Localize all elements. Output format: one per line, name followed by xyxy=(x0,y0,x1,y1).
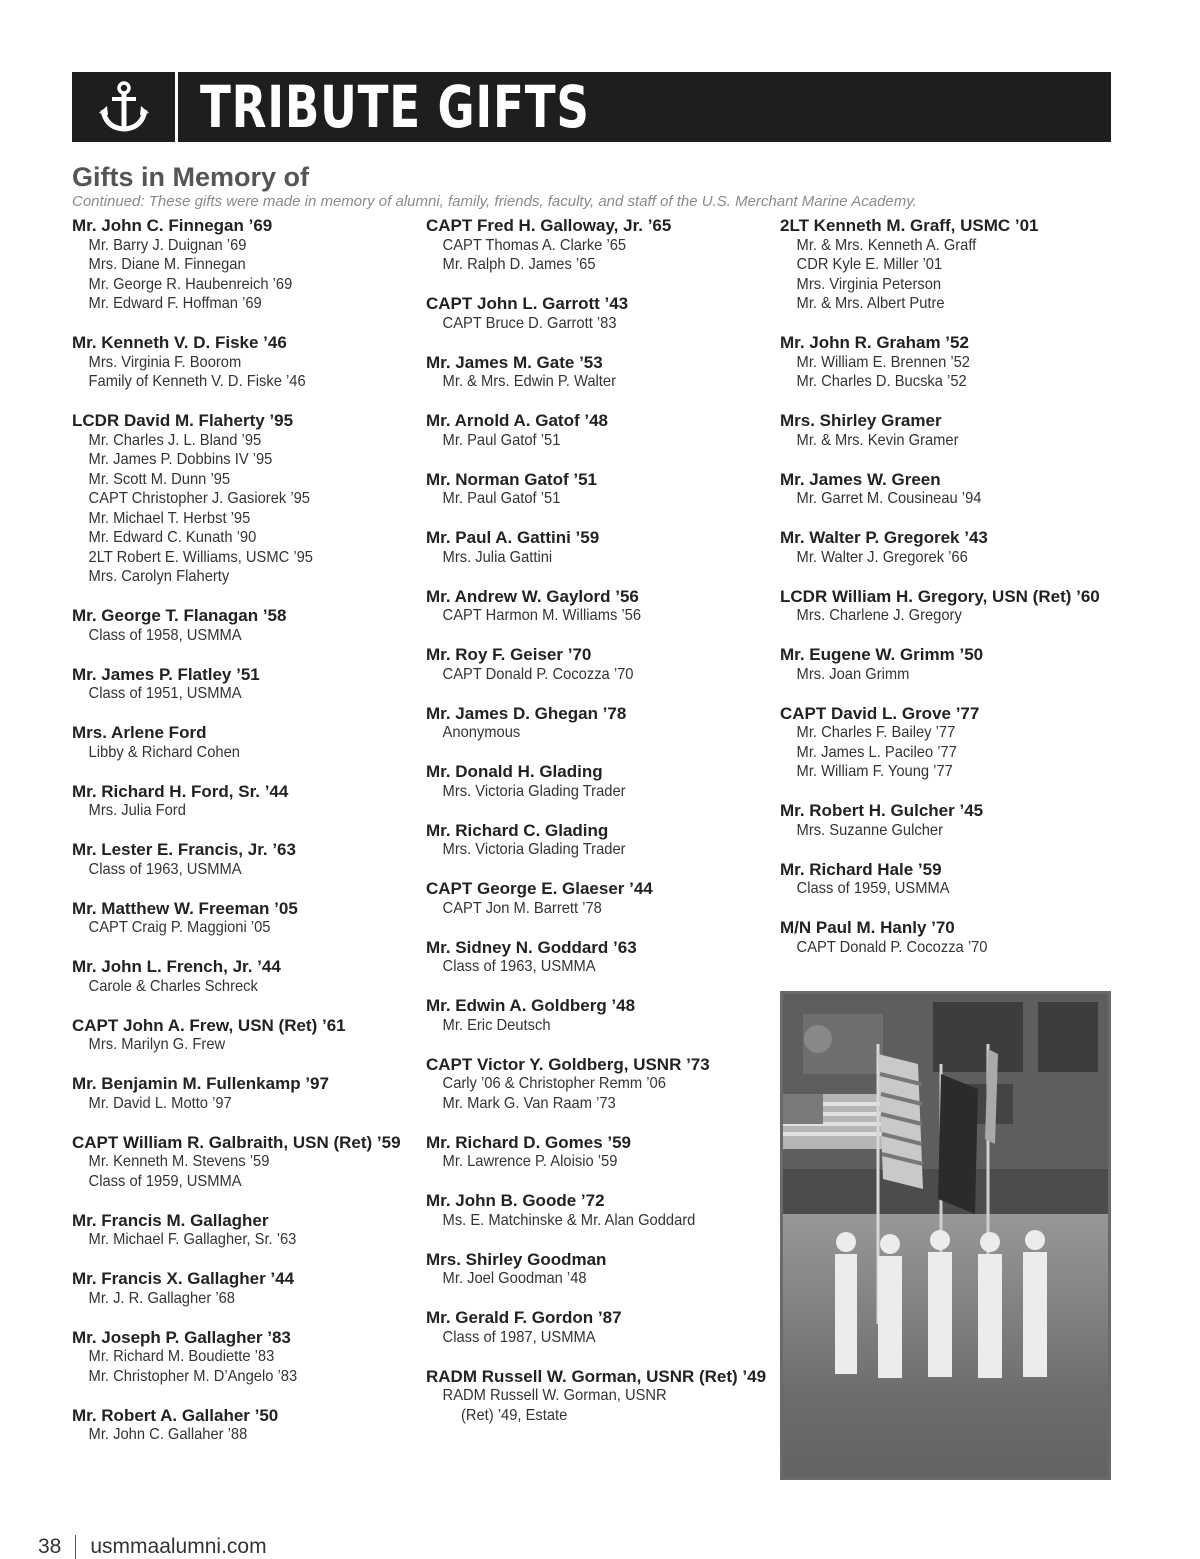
tribute-entry xyxy=(780,801,1130,840)
tribute-entry xyxy=(72,782,422,821)
tribute-entry xyxy=(72,1328,422,1387)
honoree-name: Mr. Donald H. Glading xyxy=(426,762,603,781)
donor-name: Libby & Richard Cohen xyxy=(88,743,240,761)
donor-name: Class of 1958, USMMA xyxy=(88,626,242,644)
honoree-name: Mr. John C. Finnegan ’69 xyxy=(72,216,273,235)
tribute-entry xyxy=(426,1367,776,1426)
honoree-name: Mr. John B. Goode ’72 xyxy=(426,1191,605,1210)
donor-name: CAPT Jon M. Barrett ’78 xyxy=(442,899,602,917)
donor-name: Mr. Paul Gatof ’51 xyxy=(442,490,561,507)
tribute-entry xyxy=(780,411,1130,450)
honoree-name: CAPT John A. Frew, USN (Ret) ’61 xyxy=(72,1015,346,1035)
donor-name: Mr. David L. Motto ’97 xyxy=(88,1094,232,1112)
tribute-entry xyxy=(780,918,1130,957)
donor-name: Mr. Garret M. Cousineau ’94 xyxy=(796,490,982,507)
anchor-icon xyxy=(97,80,151,134)
color-guard-photo-illustration xyxy=(783,994,1108,1477)
donor-name: CAPT Donald P. Cocozza ’70 xyxy=(442,665,634,683)
donor-name: Mr. & Mrs. Albert Putre xyxy=(796,295,945,312)
honoree-name: Mr. Gerald F. Gordon ’87 xyxy=(426,1308,622,1327)
donor-name: Family of Kenneth V. D. Fiske ’46 xyxy=(88,373,306,390)
honoree-name: Mr. Robert H. Gulcher ’45 xyxy=(780,801,984,820)
tribute-entry xyxy=(72,1211,422,1250)
donor-name: Mr. Charles D. Bucska ’52 xyxy=(796,373,967,390)
donor-name: Mr. Michael T. Herbst ’95 xyxy=(88,509,251,527)
page-number: 38 xyxy=(38,1535,62,1558)
honoree-name: Mr. Walter P. Gregorek ’43 xyxy=(780,528,988,547)
tribute-entry xyxy=(72,1074,422,1113)
donor-name: CAPT Christopher J. Gasiorek ’95 xyxy=(88,490,310,507)
tribute-entry xyxy=(72,665,422,704)
honoree-name: Mr. Robert A. Gallaher ’50 xyxy=(72,1405,279,1425)
section-title: Gifts in Memory of xyxy=(72,162,310,192)
donor-name: Anonymous xyxy=(442,724,521,741)
donor-name: Mr. William F. Young ’77 xyxy=(796,763,953,780)
honoree-name: Mr. James P. Flatley ’51 xyxy=(72,664,260,684)
donor-name: Class of 1959, USMMA xyxy=(796,880,950,897)
donor-name: Mr. Lawrence P. Aloisio ’59 xyxy=(442,1153,618,1170)
donor-name: Mr. George R. Haubenreich ’69 xyxy=(88,275,293,293)
tribute-entry xyxy=(426,645,776,684)
tribute-entry xyxy=(780,704,1130,782)
tribute-entry xyxy=(426,704,776,743)
honoree-name: Mr. James M. Gate ’53 xyxy=(426,352,603,372)
donor-name: Mr. Christopher M. D’Angelo ’83 xyxy=(88,1367,298,1385)
honoree-name: Mrs. Arlene Ford xyxy=(72,723,207,742)
section-intro: Continued: These gifts were made in memory of alumni, family, friends, faculty, and staff of the U.S. Merchant Marine Academy. xyxy=(72,193,917,210)
tribute-entry xyxy=(426,470,776,509)
honoree-name: Mr. Lester E. Francis, Jr. ’63 xyxy=(72,840,296,859)
honoree-name: Mr. John L. French, Jr. ’44 xyxy=(72,957,281,976)
donor-name: Mr. Michael F. Gallagher, Sr. ’63 xyxy=(88,1231,297,1248)
donor-name: Mr. Joel Goodman ’48 xyxy=(442,1270,587,1287)
donor-name: Mrs. Virginia Peterson xyxy=(796,275,942,293)
honoree-name: Mrs. Shirley Goodman xyxy=(426,1249,607,1269)
donor-name: Mr. John C. Gallaher ’88 xyxy=(88,1426,248,1443)
tribute-entry xyxy=(780,470,1130,509)
footer-site: usmmaalumni.com xyxy=(90,1535,267,1558)
donor-name: Mr. Charles F. Bailey ’77 xyxy=(796,724,956,741)
donor-name: Mr. Ralph D. James ’65 xyxy=(442,256,596,273)
tribute-entry xyxy=(72,411,422,587)
honoree-name: Mr. Eugene W. Grimm ’50 xyxy=(780,645,984,664)
honoree-name: LCDR William H. Gregory, USN (Ret) ’60 xyxy=(780,586,1100,606)
tribute-column-3 xyxy=(780,216,1130,977)
donor-name: Mr. Walter J. Gregorek ’66 xyxy=(796,548,968,566)
donor-name: Mr. Edward C. Kunath ’90 xyxy=(88,529,257,546)
page-footer xyxy=(38,1535,267,1559)
honoree-name: Mr. Kenneth V. D. Fiske ’46 xyxy=(72,333,287,352)
tribute-entry xyxy=(72,899,422,938)
donor-name: Mr. Kenneth M. Stevens ’59 xyxy=(88,1153,270,1170)
donor-name: Mrs. Victoria Glading Trader xyxy=(442,841,626,858)
tribute-entry xyxy=(426,996,776,1035)
honoree-name: Mr. Norman Gatof ’51 xyxy=(426,469,597,489)
donor-name: Mr. James L. Pacileo ’77 xyxy=(796,743,957,761)
tribute-entry xyxy=(72,216,422,314)
honoree-name: 2LT Kenneth M. Graff, USMC ’01 xyxy=(780,216,1039,235)
donor-name: Mr. Eric Deutsch xyxy=(442,1016,551,1034)
donor-name: Ms. E. Matchinske & Mr. Alan Goddard xyxy=(442,1211,696,1229)
tribute-entry xyxy=(72,723,422,762)
tribute-entry xyxy=(780,216,1130,314)
donor-name: CAPT Bruce D. Garrott ’83 xyxy=(442,314,617,332)
tribute-entry xyxy=(426,879,776,918)
donor-name: Carly ’06 & Christopher Remm ’06 xyxy=(442,1075,666,1092)
tribute-entry xyxy=(72,1133,422,1192)
donor-name: Mrs. Diane M. Finnegan xyxy=(88,256,246,273)
tribute-entry xyxy=(426,216,776,275)
donor-name: CAPT Harmon M. Williams ’56 xyxy=(442,607,642,624)
tribute-entry xyxy=(426,821,776,860)
banner-title: TRIBUTE GIFTS xyxy=(200,73,590,141)
donor-name: RADM Russell W. Gorman, USNR xyxy=(442,1387,667,1404)
donor-name: Class of 1951, USMMA xyxy=(88,685,242,702)
donor-name: Mrs. Virginia F. Boorom xyxy=(88,353,242,371)
donor-name: Mrs. Marilyn G. Frew xyxy=(88,1036,226,1053)
tribute-entry xyxy=(780,645,1130,684)
donor-name: Mr. Mark G. Van Raam ’73 xyxy=(442,1094,616,1112)
tribute-entry xyxy=(426,1308,776,1347)
honoree-name: Mr. Matthew W. Freeman ’05 xyxy=(72,898,298,918)
donor-name: Mr. James P. Dobbins IV ’95 xyxy=(88,451,273,468)
honoree-name: Mrs. Shirley Gramer xyxy=(780,411,942,430)
honoree-name: Mr. Benjamin M. Fullenkamp ’97 xyxy=(72,1074,329,1093)
tribute-entry xyxy=(72,1269,422,1308)
donor-name: Mr. William E. Brennen ’52 xyxy=(796,353,970,371)
donor-name: CAPT Thomas A. Clarke ’65 xyxy=(442,236,627,254)
donor-name: Mr. & Mrs. Edwin P. Walter xyxy=(442,373,616,390)
tribute-entry xyxy=(426,762,776,801)
tribute-entry xyxy=(426,1133,776,1172)
donor-name: Mr. Scott M. Dunn ’95 xyxy=(88,470,231,488)
honoree-name: Mr. Joseph P. Gallagher ’83 xyxy=(72,1327,291,1347)
honoree-name: Mr. Paul A. Gattini ’59 xyxy=(426,528,600,547)
donor-name: 2LT Robert E. Williams, USMC ’95 xyxy=(88,548,313,566)
color-guard-photo xyxy=(780,991,1111,1480)
tribute-column-1 xyxy=(72,216,422,1464)
donor-name: Class of 1959, USMMA xyxy=(88,1172,242,1190)
honoree-name: Mr. Sidney N. Goddard ’63 xyxy=(426,937,637,957)
honoree-name: CAPT William R. Galbraith, USN (Ret) ’59 xyxy=(72,1132,401,1152)
donor-name: Class of 1963, USMMA xyxy=(442,958,596,975)
tribute-entry xyxy=(72,1406,422,1445)
tribute-entry xyxy=(780,860,1130,899)
tribute-entry xyxy=(72,606,422,645)
honoree-name: Mr. Roy F. Geiser ’70 xyxy=(426,645,592,664)
donor-name-continued: (Ret) ’49, Estate xyxy=(460,1406,568,1424)
honoree-name: CAPT David L. Grove ’77 xyxy=(780,703,980,723)
tribute-entry xyxy=(426,411,776,450)
honoree-name: M/N Paul M. Hanly ’70 xyxy=(780,918,955,937)
donor-name: Mr. Edward F. Hoffman ’69 xyxy=(88,295,262,312)
tribute-column-2 xyxy=(426,216,776,1445)
tribute-entry xyxy=(426,938,776,977)
donor-name: Mr. Barry J. Duignan ’69 xyxy=(88,236,247,254)
honoree-name: LCDR David M. Flaherty ’95 xyxy=(72,411,294,430)
donor-name: Carole & Charles Schreck xyxy=(88,977,258,995)
anchor-icon-box xyxy=(72,72,178,142)
tribute-entry xyxy=(426,294,776,333)
tribute-entry xyxy=(780,333,1130,392)
donor-name: Mr. & Mrs. Kevin Gramer xyxy=(796,431,959,449)
donor-name: Mr. Paul Gatof ’51 xyxy=(442,431,561,449)
tribute-entry xyxy=(426,587,776,626)
tribute-entry xyxy=(426,1191,776,1230)
tribute-entry xyxy=(72,957,422,996)
donor-name: Mr. Richard M. Boudiette ’83 xyxy=(88,1348,275,1365)
donor-name: Mrs. Victoria Glading Trader xyxy=(442,782,626,800)
tribute-entry xyxy=(426,353,776,392)
honoree-name: Mr. John R. Graham ’52 xyxy=(780,333,969,352)
donor-name: CAPT Donald P. Cocozza ’70 xyxy=(796,938,988,956)
honoree-name: Mr. Andrew W. Gaylord ’56 xyxy=(426,586,639,606)
tribute-entry xyxy=(780,587,1130,626)
donor-name: Class of 1963, USMMA xyxy=(88,860,242,878)
honoree-name: Mr. James D. Ghegan ’78 xyxy=(426,703,627,723)
donor-name: Mrs. Suzanne Gulcher xyxy=(796,821,944,839)
tribute-entry xyxy=(426,528,776,567)
donor-name: Mrs. Charlene J. Gregory xyxy=(796,607,962,624)
honoree-name: Mr. Richard Hale ’59 xyxy=(780,859,942,879)
tribute-entry xyxy=(426,1250,776,1289)
honoree-name: CAPT George E. Glaeser ’44 xyxy=(426,879,653,898)
honoree-name: Mr. Francis M. Gallagher xyxy=(72,1210,269,1230)
tribute-entry xyxy=(780,528,1130,567)
donor-name: Mrs. Joan Grimm xyxy=(796,665,910,683)
honoree-name: Mr. Richard H. Ford, Sr. ’44 xyxy=(72,781,289,801)
tribute-entry xyxy=(72,840,422,879)
honoree-name: Mr. Edwin A. Goldberg ’48 xyxy=(426,996,636,1015)
honoree-name: CAPT John L. Garrott ’43 xyxy=(426,294,629,313)
honoree-name: RADM Russell W. Gorman, USNR (Ret) ’49 xyxy=(426,1366,767,1386)
honoree-name: CAPT Fred H. Galloway, Jr. ’65 xyxy=(426,216,672,235)
tribute-entry xyxy=(72,333,422,392)
honoree-name: Mr. Richard D. Gomes ’59 xyxy=(426,1132,632,1152)
donor-name: CDR Kyle E. Miller ’01 xyxy=(796,256,943,273)
honoree-name: Mr. Richard C. Glading xyxy=(426,820,609,840)
honoree-name: Mr. George T. Flanagan ’58 xyxy=(72,606,287,625)
honoree-name: Mr. James W. Green xyxy=(780,469,941,489)
donor-name: Mr. Charles J. L. Bland ’95 xyxy=(88,431,262,449)
tribute-entry xyxy=(72,1016,422,1055)
honoree-name: CAPT Victor Y. Goldberg, USNR ’73 xyxy=(426,1054,710,1074)
donor-name: Mr. J. R. Gallagher ’68 xyxy=(88,1289,235,1307)
honoree-name: Mr. Francis X. Gallagher ’44 xyxy=(72,1269,295,1288)
donor-name: Mrs. Julia Ford xyxy=(88,802,186,819)
honoree-name: Mr. Arnold A. Gatof ’48 xyxy=(426,411,608,430)
section-banner xyxy=(72,72,1111,142)
donor-name: CAPT Craig P. Maggioni ’05 xyxy=(88,919,271,936)
tribute-entry xyxy=(426,1055,776,1114)
donor-name: Mr. & Mrs. Kenneth A. Graff xyxy=(796,236,977,254)
donor-name: Mrs. Carolyn Flaherty xyxy=(88,568,230,585)
donor-name: Class of 1987, USMMA xyxy=(442,1328,596,1346)
donor-name: Mrs. Julia Gattini xyxy=(442,548,553,566)
footer-divider xyxy=(75,1535,76,1559)
